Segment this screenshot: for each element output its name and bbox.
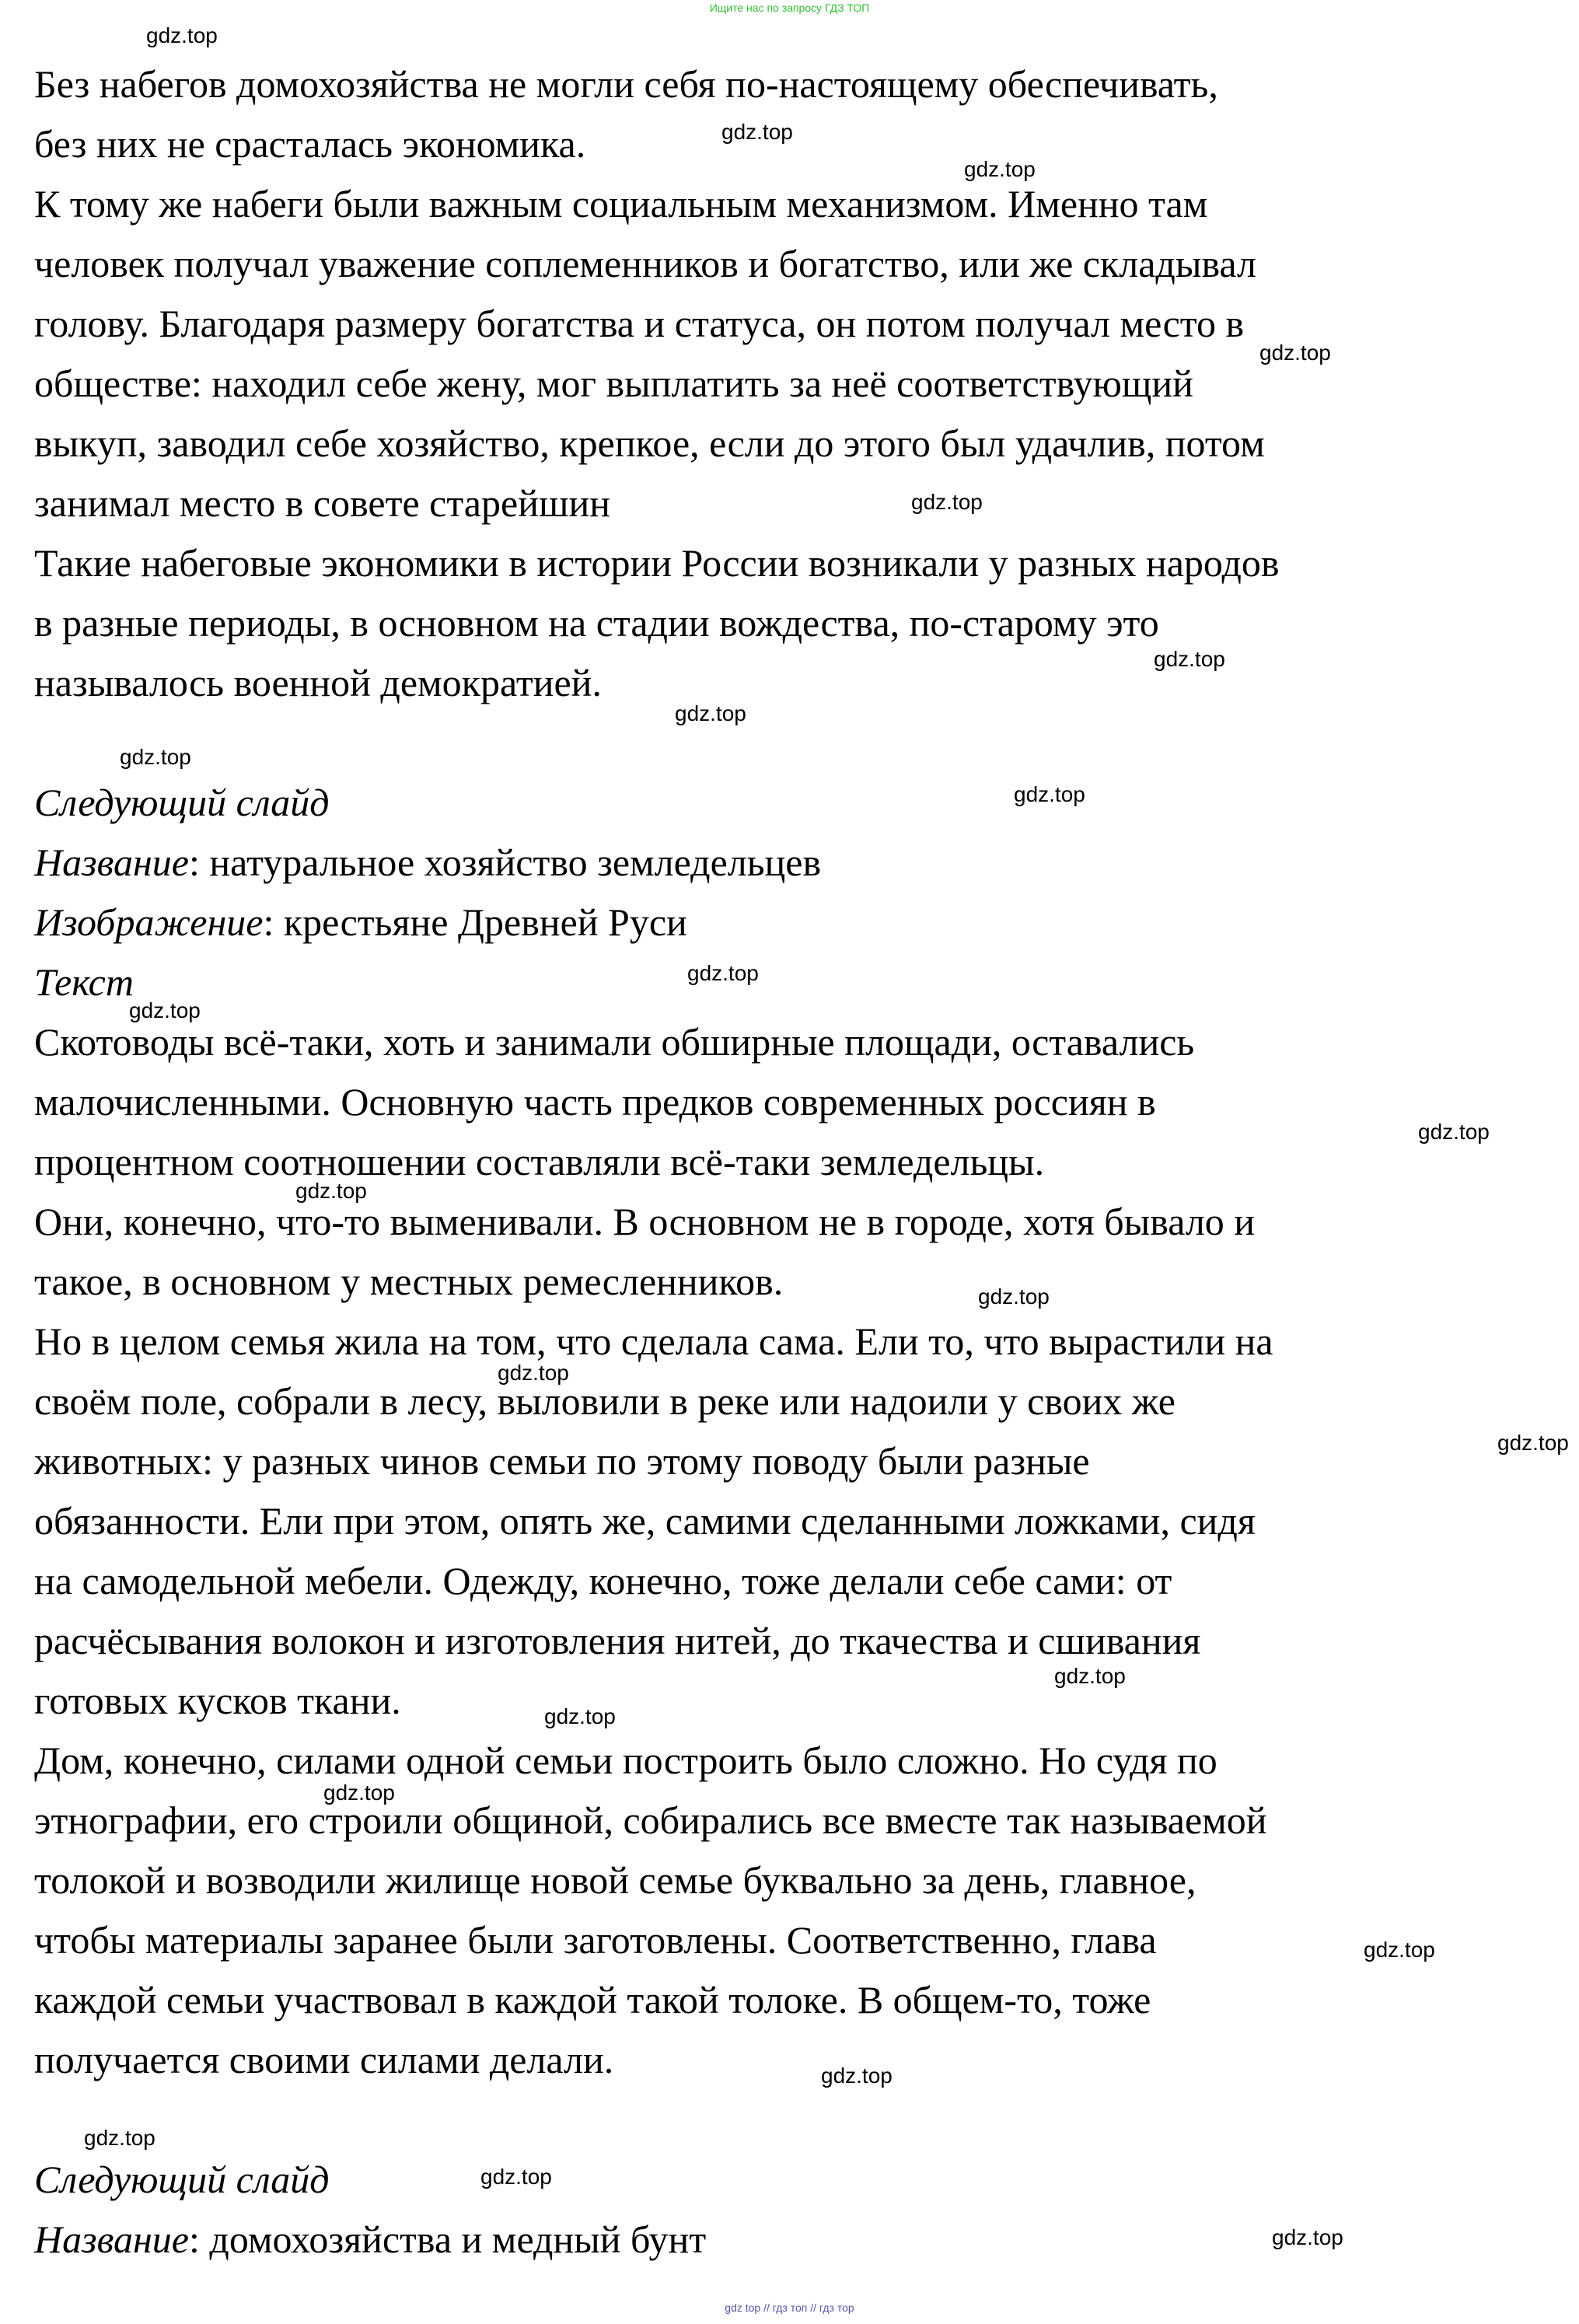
text-line: каждой семьи участвовал в каждой такой толоке. В общем-то, тоже bbox=[34, 1978, 1151, 2022]
watermark: gdz.top bbox=[978, 1284, 1050, 1309]
watermark: gdz.top bbox=[480, 2165, 552, 2189]
text-line: малочисленными. Основную часть предков современных россиян в bbox=[34, 1080, 1156, 1124]
watermark: gdz.top bbox=[129, 998, 201, 1022]
text-line: готовых кусков ткани. bbox=[34, 1679, 401, 1722]
text-line: выкуп, заводил себе хозяйство, крепкое, если до этого был удачлив, потом bbox=[34, 421, 1265, 465]
field-label: Изображение bbox=[34, 900, 264, 944]
text-line: этнографии, его строили общиной, собирались все вместе так называемой bbox=[34, 1798, 1267, 1842]
watermark: gdz.top bbox=[687, 961, 759, 985]
text-line: толокой и возводили жилище новой семье буквально за день, главное, bbox=[34, 1858, 1196, 1902]
watermark: gdz.top bbox=[964, 157, 1036, 181]
watermark: gdz.top bbox=[120, 745, 191, 769]
slide-field-title bbox=[34, 2216, 706, 2263]
slide-field-title bbox=[34, 839, 821, 886]
text-line: занимал место в совете старейшин bbox=[34, 481, 610, 525]
field-label: Название bbox=[34, 2217, 189, 2261]
slide-heading-label: Следующий слайд bbox=[34, 781, 330, 824]
watermark: gdz.top bbox=[1259, 341, 1331, 365]
watermark: gdz.top bbox=[821, 2064, 893, 2088]
watermark: gdz.top bbox=[84, 2126, 155, 2150]
watermark: gdz.top bbox=[1054, 1664, 1126, 1688]
text-line: голову. Благодаря размеру богатства и статуса, он потом получал место в bbox=[34, 302, 1245, 345]
watermark: gdz.top bbox=[1364, 1938, 1435, 1962]
field-value: : крестьяне Древней Руси bbox=[263, 900, 687, 944]
text-line: расчёсывания волокон и изготовления нитей, до ткачества и сшивания bbox=[34, 1619, 1201, 1662]
watermark: gdz.top bbox=[1272, 2225, 1343, 2249]
text-line: Дом, конечно, силами одной семьи построить было сложно. Но судя по bbox=[34, 1739, 1217, 1782]
text-line: Но в целом семья жила на том, что сделала сама. Ели то, что вырастили на bbox=[34, 1319, 1273, 1363]
text-line: в разные периоды, в основном на стадии вождества, по-старому это bbox=[34, 601, 1159, 645]
text-line: процентном соотношении составляли всё-таки земледельцы. bbox=[34, 1140, 1045, 1183]
text-line: обязанности. Ели при этом, опять же, самими сделанными ложками, сидя bbox=[34, 1499, 1256, 1543]
text-line: такое, в основном у местных ремесленников. bbox=[34, 1260, 784, 1303]
watermark: gdz.top bbox=[544, 1704, 616, 1728]
text-line: получается своими силами делали. bbox=[34, 2038, 614, 2081]
watermark: gdz.top bbox=[146, 23, 218, 47]
text-line: животных: у разных чинов семьи по этому поводу были разные bbox=[34, 1439, 1090, 1483]
slide-heading bbox=[34, 779, 330, 826]
watermark: gdz.top bbox=[1014, 782, 1085, 806]
slide-heading-label: Следующий слайд bbox=[34, 2158, 330, 2201]
text-line: своём поле, собрали в лесу, выловили в реке или надоили у своих же bbox=[34, 1379, 1176, 1423]
watermark: gdz.top bbox=[295, 1179, 367, 1203]
text-line: человек получал уважение соплеменников и богатство, или же складывал bbox=[34, 242, 1256, 285]
text-line: Такие набеговые экономики в истории России возникали у разных народов bbox=[34, 541, 1280, 585]
text-line: называлось военной демократией. bbox=[34, 661, 602, 704]
watermark: gdz.top bbox=[323, 1781, 395, 1805]
field-label: Название bbox=[34, 840, 189, 884]
footer-banner: gdz top // гдз топ // гдз тор bbox=[725, 2301, 854, 2314]
text-line: Скотоводы всё-таки, хоть и занимали обширные площади, оставались bbox=[34, 1020, 1195, 1064]
slide-field-text bbox=[34, 959, 134, 1005]
text-line: без них не срасталась экономика. bbox=[34, 122, 586, 166]
watermark: gdz.top bbox=[1154, 647, 1225, 671]
field-value: : натуральное хозяйство земледельцев bbox=[188, 840, 822, 884]
watermark: gdz.top bbox=[1497, 1431, 1569, 1455]
watermark: gdz.top bbox=[498, 1361, 569, 1385]
watermark: gdz.top bbox=[721, 120, 793, 144]
watermark: gdz.top bbox=[1418, 1120, 1490, 1144]
watermark: gdz.top bbox=[675, 701, 746, 725]
text-line: чтобы материалы заранее были заготовлены. Соответственно, глава bbox=[34, 1918, 1157, 1962]
field-value: : домохозяйства и медный бунт bbox=[188, 2217, 707, 2261]
text-line: Без набегов домохозяйства не могли себя по-настоящему обеспечивать, bbox=[34, 62, 1218, 106]
text-line: на самодельной мебели. Одежду, конечно, тоже делали себе сами: от bbox=[34, 1559, 1172, 1602]
text-line: Они, конечно, что-то выменивали. В основном не в городе, хотя бывало и bbox=[34, 1200, 1256, 1243]
text-line: К тому же набеги были важным социальным механизмом. Именно там bbox=[34, 182, 1208, 225]
watermark: gdz.top bbox=[911, 490, 983, 514]
text-line: обществе: находил себе жену, мог выплатить за неё соответствующий bbox=[34, 362, 1193, 405]
slide-heading bbox=[34, 2156, 330, 2203]
header-banner: Ищите нас по запросу ГДЗ ТОП bbox=[709, 2, 870, 14]
slide-field-image bbox=[34, 899, 687, 945]
field-label: Текст bbox=[34, 960, 134, 1004]
